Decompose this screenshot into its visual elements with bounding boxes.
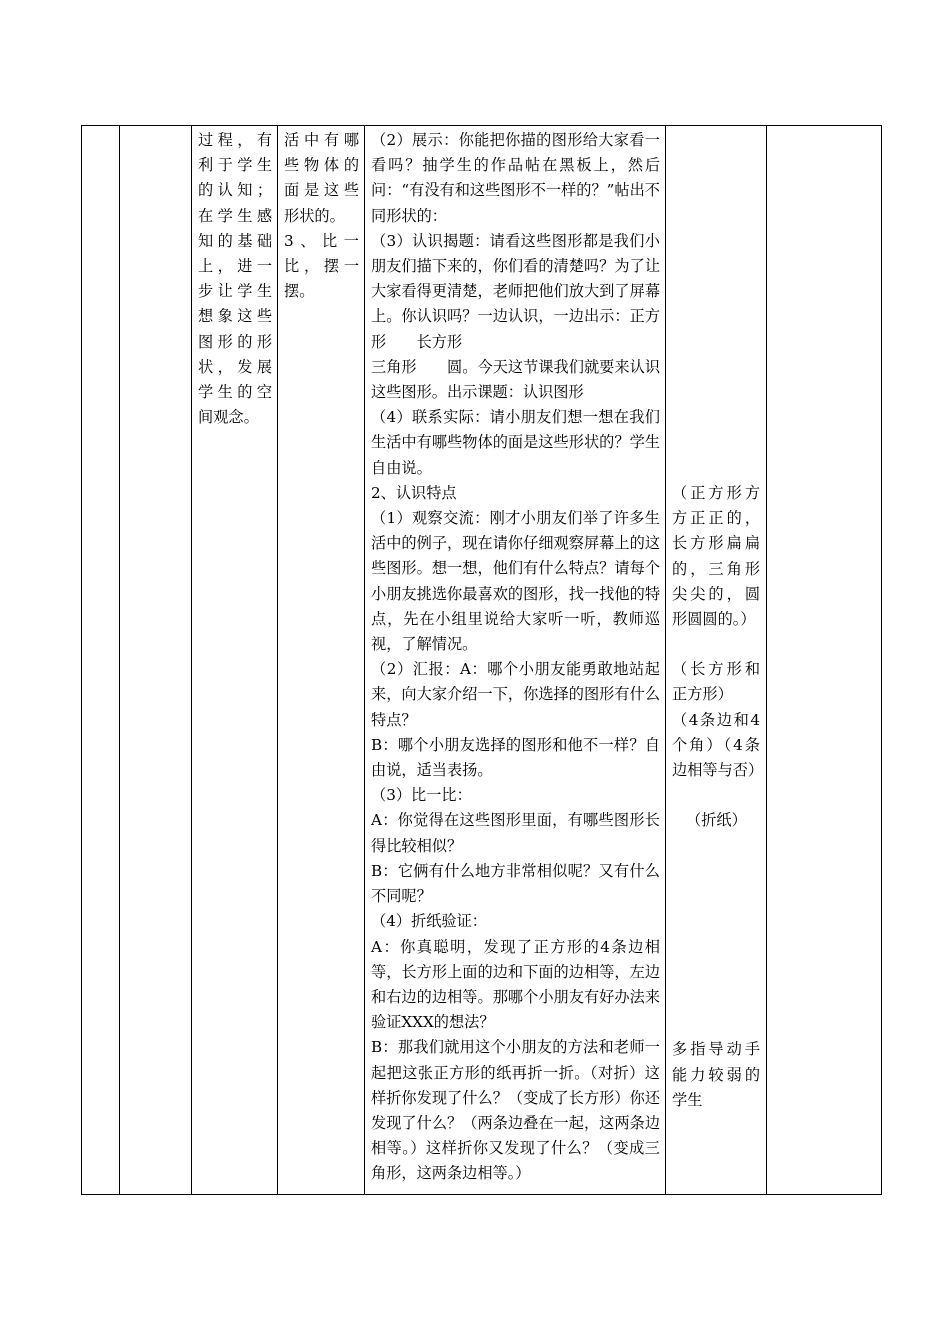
process-para-9: A：你觉得在这些图形里面，有哪些图形长得比较相似？	[371, 811, 660, 855]
process-para-8: （3）比一比：	[371, 786, 472, 805]
table-row	[82, 126, 882, 1195]
teaching-process-cell	[365, 126, 666, 1195]
student-response-cell	[666, 126, 767, 1195]
empty-cell-1	[82, 126, 120, 1195]
lesson-plan-table	[81, 125, 882, 1195]
process-para-13: B：那我们就用这个小朋友的方法和老师一起把这张正方形的纸再折一折。（对折）这样折你发现了什么？（变成了长方形）你还发现了什么？（两条边叠在一起，这两条边相等。）这样折你又发现了什么？（变成三角形，这两条边相等。）	[371, 1038, 660, 1183]
design-intent-text: 过程，有利于学生的认知；在学生感知的基础上，进一步让学生想象这些图形的形状，发展学生的空间观念。	[198, 131, 272, 427]
process-para-4: （4）联系实际：请小朋友们想一想在我们生活中有哪些物体的面是这些形状的？学生自由说。	[371, 408, 660, 477]
process-para-5: （1）观察交流：刚才小朋友们举了许多生活中的例子，现在请你仔细观察屏幕上的这些图形。想一想，他们有什么特点？请每个小朋友挑选你最喜欢的图形，找一找他的特点，先在小组里说给大家听一听，教师巡视，了解情况。	[371, 509, 660, 654]
process-para-10: B：它俩有什么地方非常相似呢？又有什么不同呢？	[371, 861, 660, 906]
process-para-2: （3）认识揭题：请看这些图形都是我们小朋友们描下来的，你们看的清楚吗？为了让大家看得更清楚，老师把他们放大到了屏幕上。你认识吗？一边认识，一边出示：正方形 长方形	[371, 231, 660, 351]
process-para-1: （2）展示：你能把你描的图形给大家看一看吗？抽学生的作品帖在黑板上，然后问：“有没有和这些图形不一样的？”帖出不同形状的：	[371, 131, 660, 225]
process-para-6: （2）汇报：A：哪个小朋友能勇敢地站起来，向大家介绍一下，你选择的图形有什么特点？	[371, 660, 660, 729]
student-activity-cell	[278, 126, 365, 1195]
process-para-7: B：哪个小朋友选择的图形和他不一样？自由说，适当表扬。	[371, 735, 660, 780]
design-intent-cell	[192, 126, 278, 1195]
process-para-12: A：你真聪明，发现了正方形的4条边相等，长方形上面的边和下面的边相等，左边和右边的边相等。那哪个小朋友有好办法来验证XXX的想法？	[371, 937, 660, 1032]
response-sides: （4条边和4个角）（4条边相等与否）	[672, 710, 764, 780]
empty-cell-7	[767, 126, 882, 1195]
process-heading-2: 2、认识特点	[371, 483, 457, 502]
response-shapes: （正方形方方正正的，长方形扁扁的，三角形尖尖的，圆形圆圆的。）	[672, 484, 760, 629]
response-fold: （折纸）	[686, 811, 747, 830]
empty-cell-2	[120, 126, 192, 1195]
activity-text-1: 活中有哪些物体的面是这些形状的。	[284, 131, 359, 225]
activity-text-2: 3、比一比，摆一摆。	[284, 231, 359, 301]
process-para-3: 三角形 圆。今天这节课我们就要来认识这些图形。出示课题：认识图形	[371, 357, 660, 402]
teacher-note: 多指导动手能力较弱的学生	[672, 1040, 760, 1109]
process-para-11: （4）折纸验证：	[371, 912, 487, 931]
response-similar: （长方形和正方形）	[672, 660, 760, 704]
